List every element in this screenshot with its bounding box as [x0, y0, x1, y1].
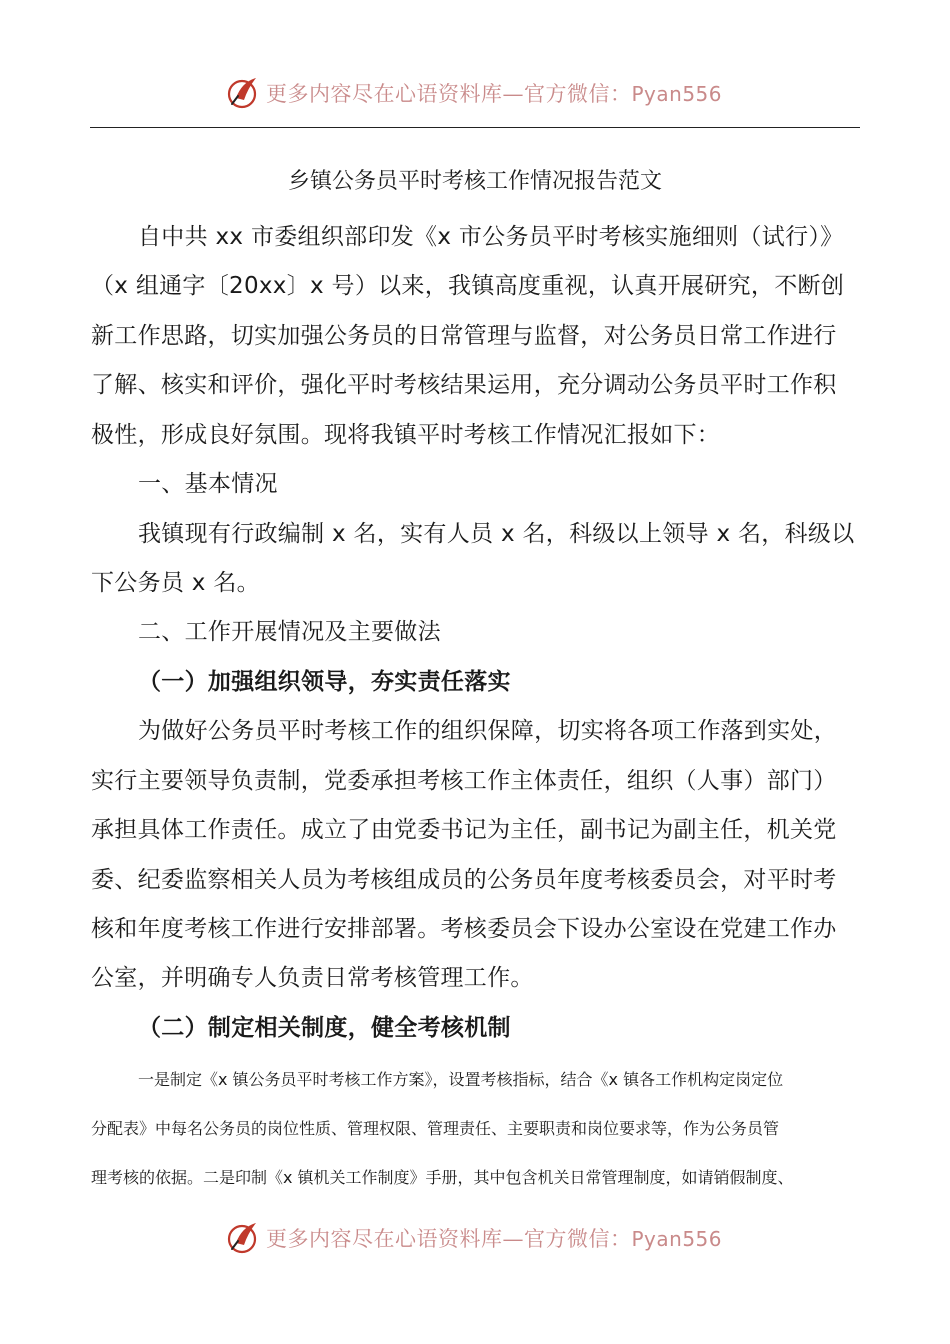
body-line-small: 一是制定《x 镇公务员平时考核工作方案》，设置考核指标，结合《x 镇各工作机构定岗定位 [138, 1070, 784, 1089]
body-line: 公室，并明确专人负责日常考核管理工作。 [91, 965, 534, 991]
footer-watermark [0, 1217, 950, 1257]
body-line: 核和年度考核工作进行安排部署。考核委员会下设办公室设在党建工作办 [91, 916, 837, 942]
body-line-small: 分配表》中每名公务员的岗位性质、管理权限、管理责任、主要职责和岗位要求等，作为公务员管 [91, 1119, 780, 1138]
page-title: 乡镇公务员平时考核工作情况报告范文 [287, 169, 662, 194]
body-line: 我镇现有行政编制 x 名，实有人员 x 名，科级以上领导 x 名，科级以 [138, 521, 855, 547]
intro-line: 了解、核实和评价，强化平时考核结果运用，充分调动公务员平时工作积 [91, 372, 837, 398]
body-line: 承担具体工作责任。成立了由党委书记为主任，副书记为副主任，机关党 [91, 817, 837, 843]
logo-icon [226, 74, 262, 110]
intro-line: （x 组通字〔20xx〕x 号）以来，我镇高度重视，认真开展研究，不断创 [91, 273, 845, 299]
header-divider [90, 127, 860, 128]
intro-line: 新工作思路，切实加强公务员的日常管理与监督，对公务员日常工作进行 [91, 323, 837, 349]
body-line: 下公务员 x 名。 [91, 570, 260, 596]
watermark-text: 更多内容尽在心语资料库—官方微信：Pyan556 [266, 1227, 723, 1251]
body-line: 实行主要领导负责制，党委承担考核工作主体责任，组织（人事）部门） [91, 768, 837, 794]
section-heading: 二、工作开展情况及主要做法 [138, 619, 441, 645]
section-heading: 一、基本情况 [138, 471, 278, 497]
subsection-heading: （一）加强组织领导，夯实责任落实 [138, 669, 511, 695]
intro-line: 极性，形成良好氛围。现将我镇平时考核工作情况汇报如下： [91, 422, 721, 448]
logo-icon [226, 1219, 262, 1255]
subsection-heading: （二）制定相关制度，健全考核机制 [138, 1015, 511, 1041]
body-line: 为做好公务员平时考核工作的组织保障，切实将各项工作落到实处， [138, 718, 837, 744]
watermark-text: 更多内容尽在心语资料库—官方微信：Pyan556 [266, 82, 723, 106]
intro-line: 自中共 xx 市委组织部印发《x 市公务员平时考核实施细则（试行）》 [138, 224, 844, 250]
body-line-small: 理考核的依据。二是印制《x 镇机关工作制度》手册，其中包含机关日常管理制度，如请销假制度、 [91, 1168, 794, 1187]
header-watermark [0, 72, 950, 112]
body-line: 委、纪委监察相关人员为考核组成员的公务员年度考核委员会，对平时考 [91, 867, 837, 893]
